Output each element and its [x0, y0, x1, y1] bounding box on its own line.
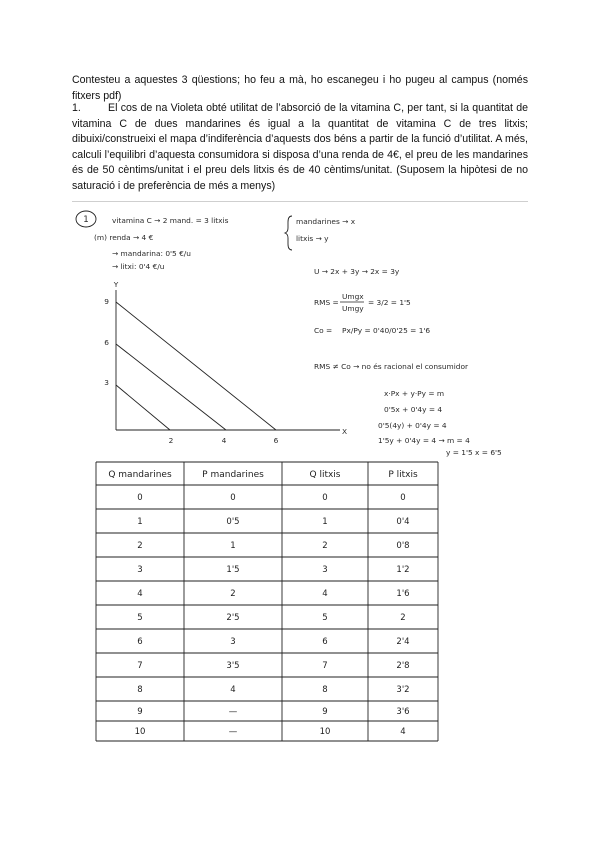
table-cell: 1'5 — [226, 565, 240, 575]
question-number: 1. — [72, 102, 81, 114]
table-cell: 2 — [322, 541, 328, 551]
table-cell: 3 — [322, 565, 328, 575]
co-label: Co = — [314, 326, 333, 335]
table-cell: 0'8 — [396, 541, 410, 551]
table-cell: 1 — [322, 517, 328, 527]
table-header: Q mandarines — [108, 470, 172, 480]
table-cell: 2'4 — [396, 637, 410, 647]
table-cell: 2 — [137, 541, 143, 551]
table-cell: 1 — [230, 541, 236, 551]
instructions-text: Contesteu a aquestes 3 qüestions; ho feu a mà, ho escanegeu i ho pugeu al campus (només fitxers pdf) — [72, 74, 528, 102]
table-cell: — — [228, 727, 238, 737]
table-cell: 0 — [400, 493, 406, 503]
note-line: → mandarina: 0'5 €/u — [112, 249, 191, 258]
note-line: (m) renda → 4 € — [94, 233, 154, 242]
table-row — [137, 707, 409, 717]
table-cell: 4 — [322, 589, 328, 599]
table-cell: 2'8 — [396, 661, 410, 671]
table-cell: 9 — [322, 707, 328, 717]
rms-label: RMS = — [314, 298, 339, 307]
table-row — [137, 517, 409, 527]
x-tick-label: 2 — [168, 436, 174, 445]
table-header: Q litxis — [309, 470, 341, 480]
table-row — [135, 727, 406, 737]
demand-table — [96, 462, 438, 741]
y-tick-label: 3 — [104, 378, 109, 387]
table-header: P mandarines — [202, 470, 264, 480]
table-cell: 0 — [137, 493, 143, 503]
y-tick-label: 6 — [104, 338, 109, 347]
table-cell: 6 — [322, 637, 328, 647]
table-row — [137, 493, 405, 503]
table-row — [137, 661, 409, 671]
y-axis-label: Y — [113, 280, 119, 289]
x-axis-label: X — [342, 427, 348, 436]
table-row — [137, 613, 405, 623]
table-cell: 6 — [137, 637, 143, 647]
note-line: → litxi: 0'4 €/u — [112, 262, 165, 271]
budget-line: y = 1'5 x = 6'5 — [446, 448, 502, 457]
budget-line: 1'5y + 0'4y = 4 → m = 4 — [378, 436, 470, 445]
table-cell: 0 — [230, 493, 236, 503]
table-cell: 1'6 — [396, 589, 410, 599]
rms-numerator: Umgx — [342, 292, 364, 301]
co-expression: Px/Py = 0'40/0'25 = 1'6 — [342, 326, 431, 335]
indifference-curve — [116, 344, 226, 430]
table-cell: 2 — [400, 613, 406, 623]
note-line: vitamina C → 2 mand. = 3 litxis — [112, 216, 229, 225]
table-row — [137, 541, 409, 551]
table-cell: 3'6 — [396, 707, 410, 717]
table-cell: 3'5 — [226, 661, 240, 671]
table-cell: 0'5 — [226, 517, 240, 527]
budget-line: 0'5x + 0'4y = 4 — [384, 405, 443, 414]
table-cell: 8 — [137, 685, 143, 695]
x-tick-label: 4 — [221, 436, 227, 445]
x-tick-label: 6 — [273, 436, 279, 445]
brace-item: litxis → y — [296, 234, 329, 243]
question-text: El cos de na Violeta obté utilitat de l’absorció de la vitamina C, per tant, si la quantitat de vitamina C de dues mandarines és igual a la quantitat de vitamina C de tres litxis; dibuixi/construeixi el mapa d’indiferència d’aquests dos béns a partir de la funció d’utilitat. A més, calculi l’equilibri d’aquesta consumidora si disposa d’una renda de 4€, el preu de les mandarines és de 50 cèntims/unitat i el preu dels litxis és de 40 cèntims/unitat. (Suposem la hipòtesi de no saturació i de preferència de més a menys) — [72, 102, 528, 192]
table-cell: — — [228, 707, 238, 717]
table-row — [137, 637, 409, 647]
table-cell: 1'2 — [396, 565, 410, 575]
brace-item: mandarines → x — [296, 217, 356, 226]
table-cell: 3 — [137, 565, 143, 575]
table-cell: 0 — [322, 493, 328, 503]
table-cell: 2'5 — [226, 613, 240, 623]
table-cell: 1 — [137, 517, 143, 527]
table-cell: 2 — [230, 589, 236, 599]
table-cell: 4 — [137, 589, 143, 599]
table-cell: 8 — [322, 685, 328, 695]
brace-mark — [285, 216, 292, 250]
table-cell: 5 — [137, 613, 143, 623]
rms-co-comparison: RMS ≠ Co → no és racional el consumidor — [314, 362, 469, 371]
table-cell: 10 — [319, 727, 331, 737]
y-tick-label: 9 — [104, 297, 109, 306]
table-cell: 7 — [137, 661, 143, 671]
circled-number: 1 — [83, 215, 89, 225]
budget-line: x·Px + y·Py = m — [384, 389, 445, 398]
table-row — [137, 685, 409, 695]
table-cell: 7 — [322, 661, 328, 671]
table-cell: 0'4 — [396, 517, 410, 527]
table-cell: 4 — [400, 727, 406, 737]
indifference-curve — [116, 302, 276, 430]
rms-value: = 3/2 = 1'5 — [368, 298, 411, 307]
table-row — [137, 589, 409, 599]
utility-function: U → 2x + 3y → 2x = 3y — [314, 267, 400, 276]
table-header: P litxis — [388, 470, 418, 480]
table-cell: 4 — [230, 685, 236, 695]
table-row — [137, 565, 409, 575]
rms-denominator: Umgy — [342, 304, 364, 313]
table-cell: 10 — [134, 727, 146, 737]
table-cell: 9 — [137, 707, 143, 717]
table-cell: 3'2 — [396, 685, 410, 695]
indifference-curve — [116, 385, 170, 430]
table-cell: 5 — [322, 613, 328, 623]
budget-line: 0'5(4y) + 0'4y = 4 — [378, 421, 447, 430]
table-cell: 3 — [230, 637, 236, 647]
